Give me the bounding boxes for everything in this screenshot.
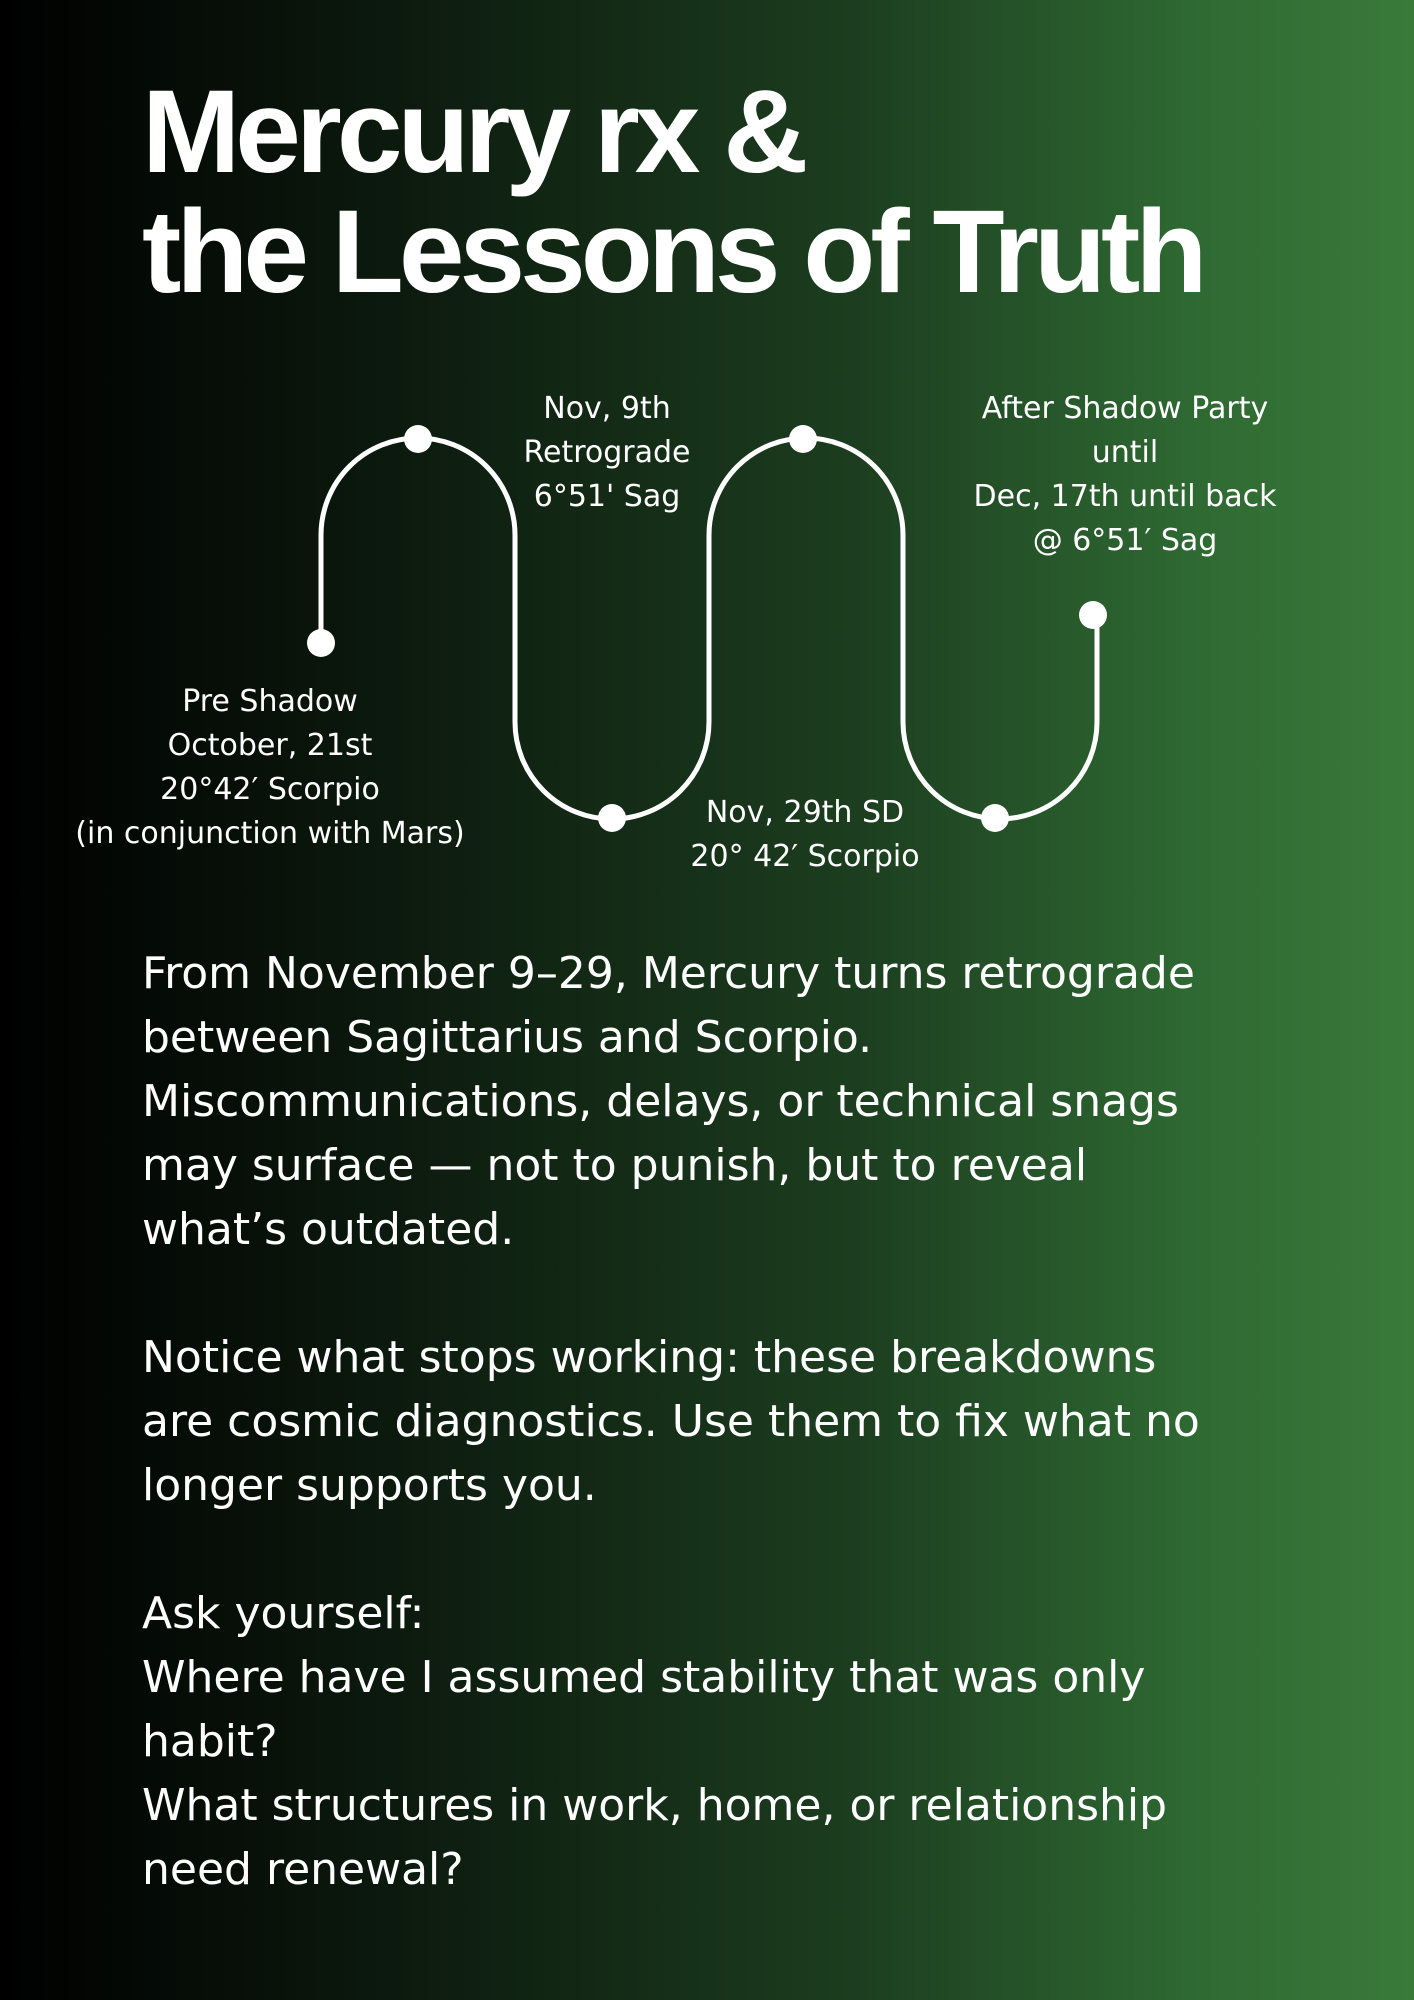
pre-shadow-marker (307, 629, 335, 657)
pre-shadow-label: Pre Shadow October, 21st 20°42′ Scorpio (in conjunction with Mars) (75, 684, 465, 851)
crest-marker (789, 425, 817, 453)
after-shadow-label: After Shadow Party until Dec, 17th until back @ 6°51′ Sag (973, 391, 1277, 558)
paragraph-questions: Ask yourself: Where have I assumed stability that was only habit? What structures in work, home, or relationship need renewal? (142, 1588, 1168, 1895)
retrograde-label: Nov, 9th Retrograde 6°51' Sag (523, 391, 691, 514)
station-direct-label: Nov, 29th SD 20° 42′ Scorpio (690, 795, 920, 874)
trough-marker (981, 804, 1009, 832)
retrograde-marker (404, 425, 432, 453)
paragraph-diagnostics: Notice what stops working: these breakdowns are cosmic diagnostics. Use them to fix what no longer supports you. (142, 1332, 1200, 1511)
station-direct-marker (598, 804, 626, 832)
body-text (142, 942, 1322, 1966)
paragraph-retrograde-intro: From November 9–29, Mercury turns retrograde between Sagittarius and Scorpio. Miscommunications, delays, or technical snags may surface — not to punish, but to reveal what’s outdated. (142, 948, 1195, 1255)
after-shadow-marker (1079, 601, 1107, 629)
title-line-2: the Lessons of Truth (142, 186, 1203, 318)
title-line-1: Mercury rx & (142, 66, 804, 198)
